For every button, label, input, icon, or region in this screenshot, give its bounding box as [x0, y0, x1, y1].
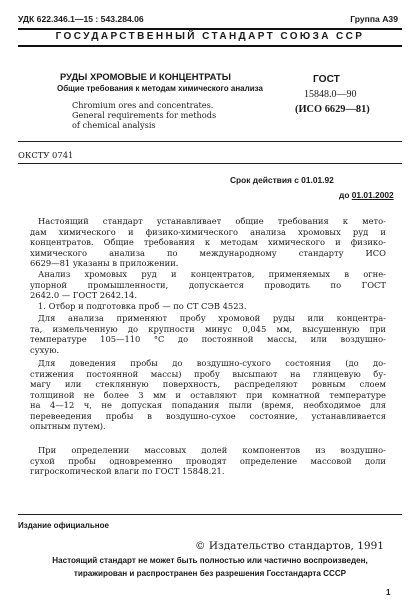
text-line: Анализ хромовых руд и концентратов, применяемых в огне-	[38, 269, 386, 279]
footer-rule	[18, 514, 402, 515]
text-line: Для анализа применяют пробу хромовой руды или концентра-	[38, 313, 386, 323]
text-line: 6629—81 указаны в приложении.	[30, 258, 179, 269]
document-title: РУДЫ ХРОМОВЫЕ И КОНЦЕНТРАТЫ	[60, 71, 231, 82]
validity-to	[339, 190, 394, 200]
okstu-rule	[18, 163, 402, 164]
text-line: концентратов. Общие требования к методам химического и физико-	[30, 237, 386, 248]
iso-number: (ИСО 6629—81)	[295, 104, 370, 115]
text-line: гигроскопической влаги по ГОСТ 15848.21.	[30, 466, 225, 477]
text-line: Для доведения пробы до воздушно-сухого состояния (до до-	[38, 358, 386, 368]
text-line: температуре 105—110 °С до постоянной массы, или воздушно-	[30, 334, 386, 345]
edition-label: Издание официальное	[18, 521, 109, 530]
english-title-line: of chemical analysis	[72, 120, 156, 130]
reproduction-notice-line: Настоящий стандарт не может быть полностью или частично воспроизведен,	[52, 556, 368, 565]
text-line: на 4—12 ч, не допуская попадания пыли (время, необходимое для	[30, 400, 386, 411]
okstu-code: ОКСТУ 0741	[18, 150, 74, 160]
validity-to-date: 01.01.2002	[351, 190, 394, 200]
body-paragraph-4	[30, 313, 386, 355]
text-line: 1. Отбор и подготовка проб — по СТ СЭВ 4523.	[38, 301, 247, 311]
gost-number: 15848.0—90	[304, 89, 357, 100]
body-paragraph-6	[30, 445, 386, 477]
udc-code: УДК 622.346.1—15 : 543.284.06	[18, 14, 144, 24]
text-line: толщиной не более 3 мм и оставляют при комнатной температуре	[30, 389, 386, 400]
group-code: Группа А39	[350, 14, 398, 24]
header-rule-bottom	[18, 45, 402, 47]
text-line: стижения постоянной массы) пробу высыпают на глянцевую бу-	[30, 368, 386, 379]
text-line: 2642.0 — ГОСТ 2642.14.	[30, 290, 137, 301]
text-line: опытным путем).	[30, 421, 106, 432]
body-paragraph-1	[30, 216, 386, 269]
text-line: дам химического и физико-химического анализа хромовых руд и	[30, 226, 386, 237]
validity-to-prefix: до	[339, 190, 350, 200]
text-line: упорной промышленности, допускается проводить по ГОСТ	[30, 279, 386, 290]
text-line: химического анализа по международному стандарту ИСО	[30, 247, 386, 258]
gost-label: ГОСТ	[313, 74, 340, 85]
standard-title: ГОСУДАРСТВЕННЫЙ СТАНДАРТ СОЮЗА ССР	[55, 31, 365, 42]
title-rule	[18, 141, 402, 142]
reproduction-notice-line: тиражирован и распространен без разрешения Госстандарта СССР	[73, 569, 347, 578]
text-line: та, измельченную до крупности минус 0,045 мм, высушенную при	[30, 323, 386, 334]
text-line: При определении массовых долей компонентов из воздушно-	[38, 445, 386, 455]
text-line: магу или стеклянную поверхность, распределяют ровным слоем	[30, 379, 386, 390]
header-rule-top	[18, 28, 402, 30]
document-subtitle: Общие требования к методам химического анализа	[57, 84, 263, 93]
body-paragraph-2	[30, 269, 386, 301]
english-title-line: General requirements for methods	[72, 110, 217, 120]
page-number: 1	[386, 588, 391, 597]
text-line: сухой пробы одновременно проводят определение массовой доли	[30, 455, 386, 466]
text-line: перевеедения пробы в воздушно-сухое состояние, устанавливается	[30, 410, 386, 421]
copyright-notice: © Издательство стандартов, 1991	[195, 540, 384, 552]
english-title-line: Chromium ores and concentrates.	[72, 100, 214, 110]
text-line: Настоящий стандарт устанавливает общие требования к мето-	[38, 216, 386, 226]
body-paragraph-5	[30, 358, 386, 432]
validity-from: Срок действия с 01.01.92	[230, 175, 334, 185]
body-paragraph-3	[30, 301, 386, 312]
text-line: сухую.	[30, 344, 60, 355]
